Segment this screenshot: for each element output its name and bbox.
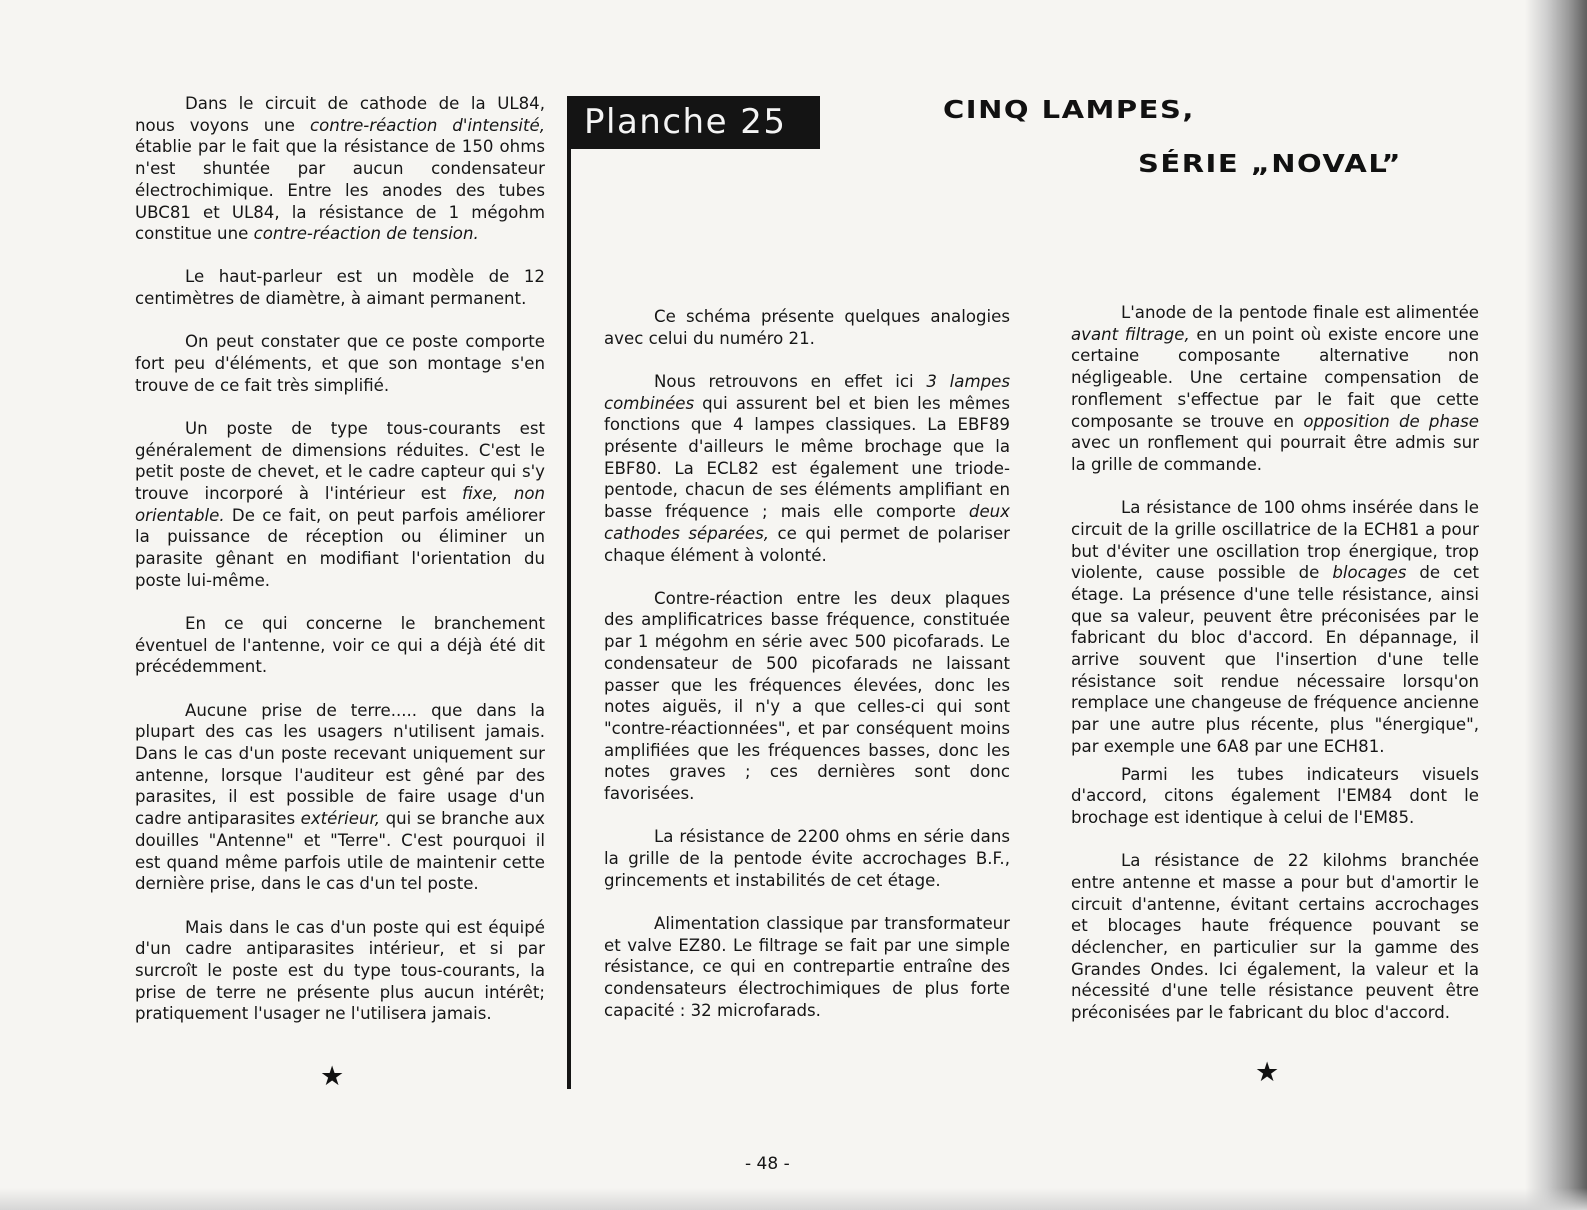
text-column-right bbox=[1071, 302, 1479, 1045]
page-number: - 48 - bbox=[745, 1154, 790, 1174]
paragraph: Mais dans le cas d'un poste qui est équipé d'un cadre antiparasites intérieur, et si par surcroît le poste est du type tous-courants, la prise de terre ne présente plus aucun intérêt; pratiquement l'usager ne l'utilisera jamais. bbox=[135, 917, 545, 1024]
paragraph bbox=[135, 93, 545, 245]
paragraph: En ce qui concerne le branchement éventuel de l'antenne, voir ce qui a déjà été dit précédemment. bbox=[135, 614, 545, 677]
page-subtitle: SÉRIE „NOVAL” bbox=[1138, 149, 1402, 179]
text-column-middle bbox=[604, 306, 1010, 1043]
text-span: en un point où existe encore une certaine composante alternative non négligeable. Une certaine compensation de ronflement s'effectue par le fait que cette composante se trouve en bbox=[1071, 324, 1479, 431]
paragraph: Alimentation classique par transformateur et valve EZ80. Le filtrage se fait par une simple résistance, ce qui en contrepartie entraîne des condensateurs électrochimiques de plus forte capacité : 32 microfarads. bbox=[604, 913, 1010, 1020]
text-span: de cet étage. La présence d'une telle résistance, ainsi que sa valeur, peuvent être préconisées par le fabricant du bloc d'accord. En dépannage, il arrive souvent que l'insertion d'une telle résistance soit rendue nécessaire lorsqu'on remplace une changeuse de fréquence ancienne par une autre plus récente, plus "énergique", par exemple une 6A8 par une ECH81. bbox=[1071, 563, 1479, 756]
emphasis: deux cathodes séparées, bbox=[604, 502, 1010, 543]
text-span: Un poste de type tous-courants est généralement de dimensions réduites. C'est le petit poste de chevet, et le cadre capteur qui s'y trouve incorporé à l'intérieur est bbox=[135, 418, 545, 504]
paragraph bbox=[1071, 497, 1479, 757]
paragraph: La résistance de 22 kilohms branchée entre antenne et masse a pour but d'amortir le circuit d'antenne, évitant certains accrochages et blocages haute fréquence pouvant se déclencher, en particulier sur la gamme des Grandes Ondes. Ici également, la valeur et la nécessité d'une telle résistance peuvent être préconisées par le fabricant du bloc d'accord. bbox=[1071, 851, 1479, 1023]
emphasis: avant filtrage, bbox=[1071, 324, 1190, 344]
text-span: ce qui permet de polariser chaque élément à volonté. bbox=[604, 523, 1010, 565]
text-span: avec un ronflement qui pourrait être admis sur la grille de commande. bbox=[1071, 433, 1479, 474]
paragraph bbox=[1071, 302, 1479, 476]
star-icon: ★ bbox=[320, 1061, 345, 1092]
emphasis: contre-réaction d'intensité, bbox=[309, 115, 545, 135]
paragraph: On peut constater que ce poste comporte fort peu d'éléments, et que son montage s'en trouve de ce fait très simplifié. bbox=[135, 332, 545, 395]
paragraph: La résistance de 2200 ohms en série dans la grille de la pentode évite accrochages B.F., grincements et instabilités de cet étage. bbox=[604, 827, 1010, 890]
emphasis: fixe, non orientable. bbox=[135, 484, 545, 525]
text-span: établie par le fait que la résistance de 150 ohms n'est shuntée par aucun condensateur électrochimique. Entre les anodes des tubes UBC81 et UL84, la résistance de 1 mégohm constitue une bbox=[135, 137, 545, 244]
paragraph bbox=[135, 700, 545, 895]
page-title: CINQ LAMPES, bbox=[943, 95, 1195, 125]
paragraph bbox=[135, 418, 545, 592]
page-bottom-shadow bbox=[0, 1188, 1587, 1210]
text-span: qui se branche aux douilles "Antenne" et "Terre". C'est pourquoi il est quand même parfois utile de maintenir cette dernière prise, dans le cas d'un tel poste. bbox=[135, 809, 545, 894]
text-span: La résistance de 100 ohms insérée dans le circuit de la grille oscillatrice de la ECH81 a pour but d'éviter une oscillation trop énergique, trop violente, cause possible de bbox=[1071, 498, 1479, 583]
text-span: L'anode de la pentode finale est alimentée bbox=[1121, 303, 1479, 322]
text-span: De ce fait, on peut parfois améliorer la puissance de réception ou éliminer un parasite gênant en modifiant l'orientation du poste lui-même. bbox=[135, 505, 545, 590]
text-span: Aucune prise de terre..... que dans la plupart des cas les usagers n'utilisent jamais. Dans le cas d'un poste recevant uniquement sur antenne, lorsque l'auditeur est gêné par des parasites, il est possible de faire usage d'un cadre antiparasites bbox=[135, 700, 545, 829]
paragraph: Le haut-parleur est un modèle de 12 centimètres de diamètre, à aimant permanent. bbox=[135, 267, 545, 309]
vertical-divider bbox=[567, 97, 571, 1089]
text-span: qui assurent bel et bien les mêmes fonctions que 4 lampes classiques. La EBF89 présente d'ailleurs le même brochage que la EBF80. La ECL82 est également une triode-pentode, chacun de ses éléments amplifiant en basse fréquence ; mais elle comporte bbox=[604, 393, 1010, 522]
emphasis: opposition de phase bbox=[1303, 411, 1480, 431]
paragraph: Ce schéma présente quelques analogies avec celui du numéro 21. bbox=[604, 307, 1010, 348]
emphasis: contre-réaction de tension. bbox=[253, 224, 479, 244]
text-span: Nous retrouvons en effet ici bbox=[654, 371, 927, 391]
star-icon: ★ bbox=[1255, 1057, 1280, 1088]
text-column-left bbox=[135, 93, 545, 1047]
paragraph: Parmi les tubes indicateurs visuels d'accord, citons également l'EM84 dont le brochage est identique à celui de l'EM85. bbox=[1071, 764, 1479, 827]
emphasis: 3 lampes combinées bbox=[604, 371, 1010, 413]
paragraph bbox=[604, 371, 1010, 566]
emphasis: blocages bbox=[1332, 563, 1407, 583]
plate-badge: Planche 25 bbox=[567, 96, 820, 149]
emphasis: extérieur, bbox=[300, 809, 381, 829]
page-binding-shadow bbox=[1525, 0, 1587, 1210]
text-span: Dans le circuit de cathode de la UL84, nous voyons une bbox=[135, 94, 545, 135]
paragraph: Contre-réaction entre les deux plaques des amplificatrices basse fréquence, constituée par 1 mégohm en série avec 500 picofarads. Le condensateur de 500 picofarads ne laissant passer que les fréquences élevées, donc les notes aiguës, il n'y a que celles-ci qui sont "contre-réactionnées", et par conséquent moins amplifiées que les fréquences basses, donc les notes graves ; ces dernières sont donc favorisées. bbox=[604, 588, 1010, 804]
